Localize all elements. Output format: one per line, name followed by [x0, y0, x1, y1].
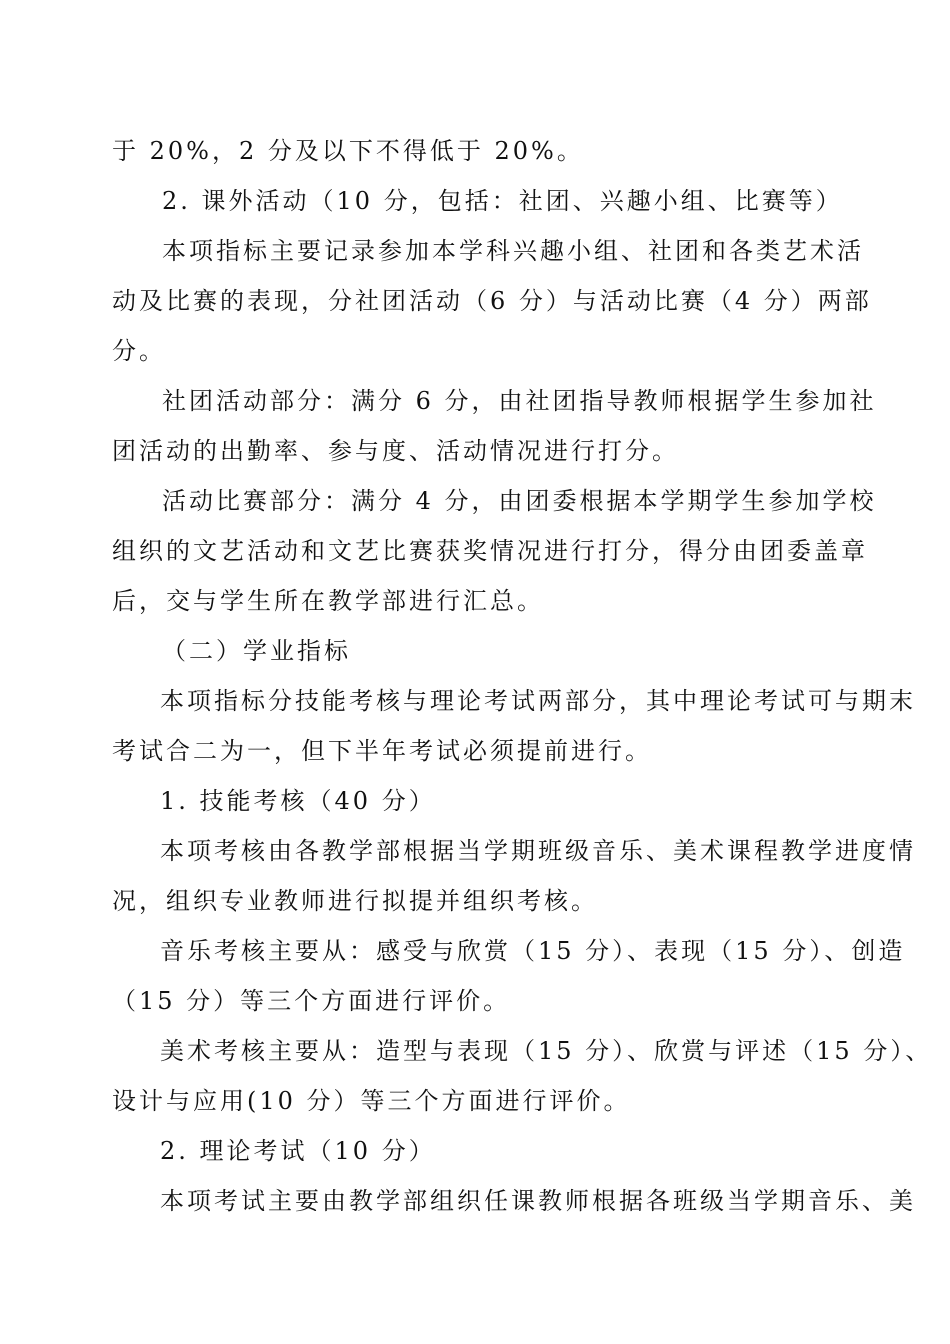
paragraph-line-17: 音乐考核主要从：感受与欣赏（15 分）、表现（15 分）、创造 [160, 937, 906, 965]
paragraph-line-3: 本项指标主要记录参加本学科兴趣小组、社团和各类艺术活 [162, 237, 864, 265]
paragraph-line-6: 社团活动部分：满分 6 分，由社团指导教师根据学生参加社 [162, 387, 877, 415]
paragraph-line-10: 后，交与学生所在教学部进行汇总。 [112, 587, 544, 615]
paragraph-line-5: 分。 [112, 337, 166, 365]
section-heading-extracurricular: 2. 课外活动（10 分，包括：社团、兴趣小组、比赛等） [162, 187, 843, 215]
paragraph-line-22: 本项考试主要由教学部组织任课教师根据各班级当学期音乐、美 [160, 1187, 916, 1215]
paragraph-line-9: 组织的文艺活动和文艺比赛获奖情况进行打分，得分由团委盖章 [112, 537, 868, 565]
section-heading-theory: 2. 理论考试（10 分） [160, 1137, 436, 1165]
paragraph-line-18: （15 分）等三个方面进行评价。 [112, 987, 511, 1015]
paragraph-line-13: 考试合二为一，但下半年考试必须提前进行。 [112, 737, 652, 765]
paragraph-line-15: 本项考核由各教学部根据当学期班级音乐、美术课程教学进度情 [160, 837, 916, 865]
paragraph-line-12: 本项指标分技能考核与理论考试两部分，其中理论考试可与期末 [160, 687, 916, 715]
section-heading-skills: 1. 技能考核（40 分） [160, 787, 436, 815]
paragraph-line-8: 活动比赛部分：满分 4 分，由团委根据本学期学生参加学校 [162, 487, 877, 515]
paragraph-line-1: 于 20%，2 分及以下不得低于 20%。 [112, 137, 584, 165]
paragraph-line-4: 动及比赛的表现，分社团活动（6 分）与活动比赛（4 分）两部 [112, 287, 872, 315]
paragraph-line-7: 团活动的出勤率、参与度、活动情况进行打分。 [112, 437, 679, 465]
paragraph-line-16: 况，组织专业教师进行拟提并组织考核。 [112, 887, 598, 915]
paragraph-line-20: 设计与应用(10 分）等三个方面进行评价。 [112, 1087, 631, 1115]
paragraph-line-19: 美术考核主要从：造型与表现（15 分）、欣赏与评述（15 分）、 [160, 1037, 933, 1065]
section-heading-academic: （二）学业指标 [162, 637, 351, 665]
